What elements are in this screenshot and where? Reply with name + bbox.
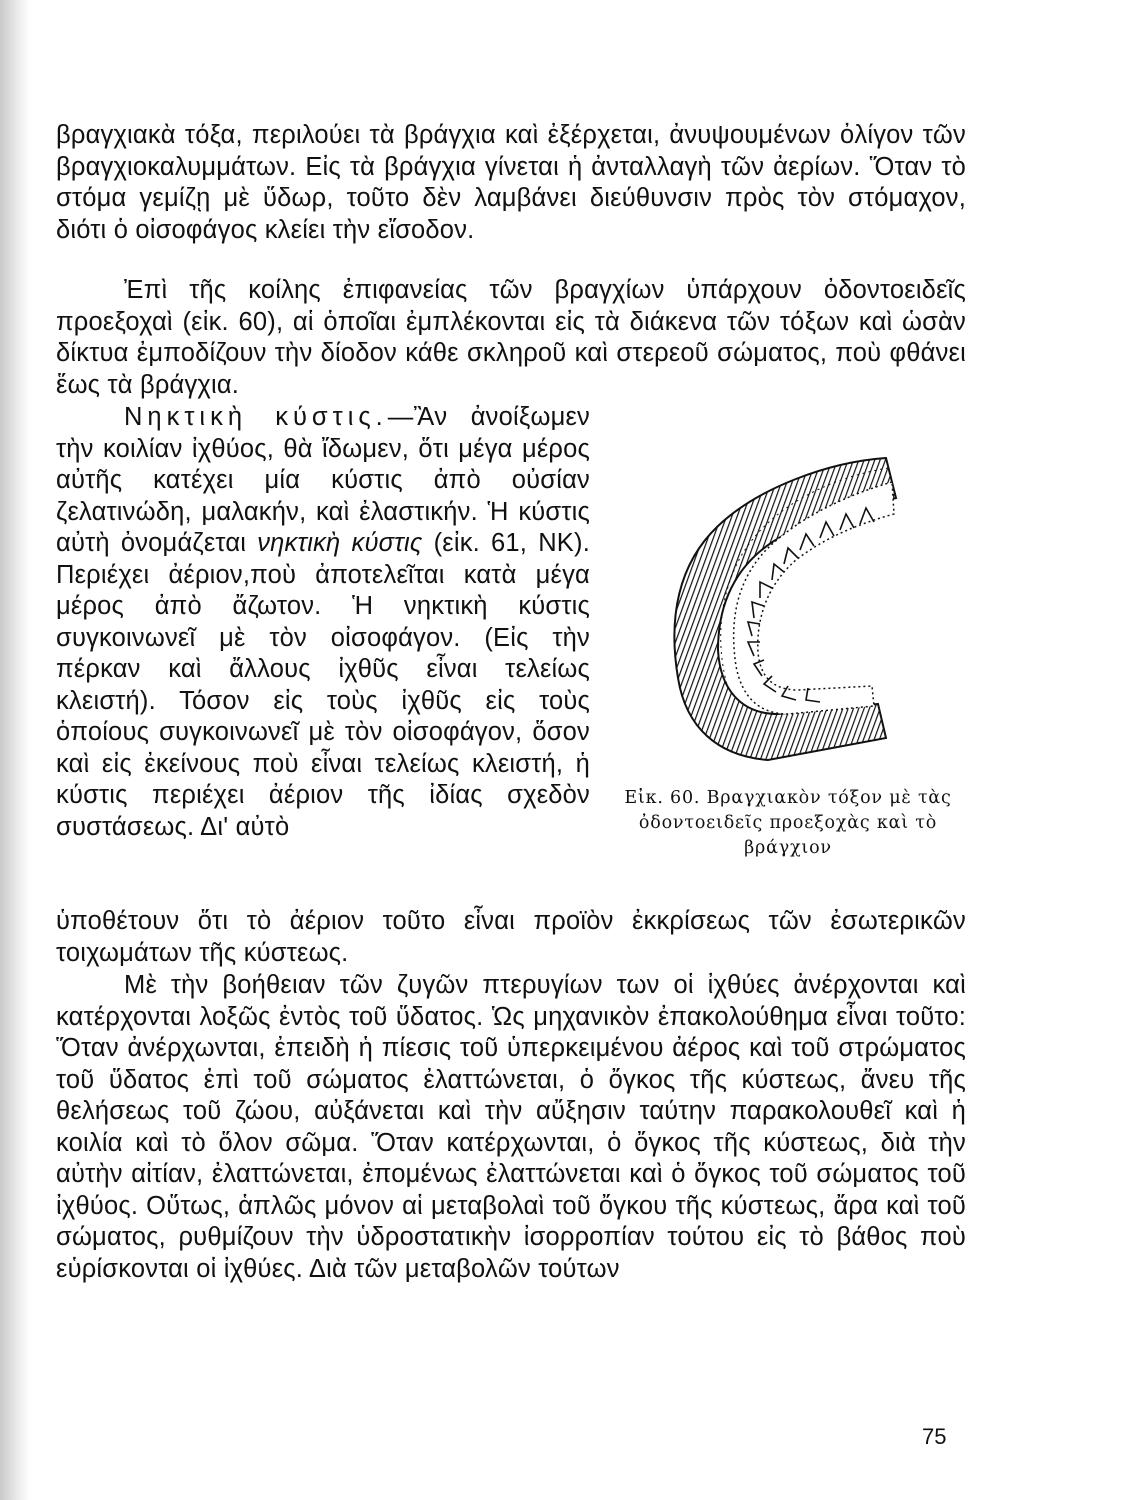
paragraph-text-part: (εἰκ. 61, ΝΚ). Περιέχει ἀέριον,ποὺ ἀποτελεῖται κατὰ μέγα μέρος ἀπὸ ἄζωτον. Ἡ νηκτικὴ κύστις συγκοινωνεῖ μὲ τὸν οἰσοφάγον. (Εἰς τὴν πέρκαν καὶ ἄλλους ἰχθῦς εἶναι τελείως κλειστή). Τόσον εἰς τοὺς ἰχθῦς εἰς τοὺς ὁποίους συγκοινωνεῖ μὲ τὸν οἰσοφάγον, ὅσον καὶ εἰς ἐκείνους ποὺ εἶναι τελείως κλειστή, ἡ κύστις περιέχει ἀέριον τῆς ἰδίας σχεδὸν συστάσεως. Δι' αὐτὸ	[56, 529, 590, 841]
gill-arch-icon	[648, 438, 908, 778]
paragraph-text: βραγχιακὰ τόξα, περιλούει τὰ βράγχια καὶ ἐξέρχεται, ἀνυψουμένων ὀλίγον τῶν βραγχιοκαλυμμάτων. Εἰς τὰ βράγχια γίνεται ἡ ἀνταλλαγὴ τῶν ἀερίων. Ὅταν τὸ στόμα γεμίζῃ μὲ ὕδωρ, τοῦτο δὲν λαμβάνει διεύθυνσιν πρὸς τὸν στόμαχον, διότι ὁ οἰσοφάγος κλείει τὴν εἴσοδον.	[56, 121, 966, 244]
gill-arch-illustration	[648, 438, 908, 778]
paragraph-text-part: —Ἂν ἀνοίξωμεν τὴν κοιλίαν ἰχθύος, θὰ ἴδωμεν, ὅτι μέγα μέρος αὐτῆς κατέχει μία κύστις ἀπὸ οὐσίαν ζελατινώδη, μαλακήν, καὶ ἐλαστικήν. Ἡ κύστις αὐτὴ ὀνομάζεται	[56, 403, 590, 557]
page-number: 75	[922, 1424, 947, 1449]
paragraph-gill-arches	[56, 120, 966, 246]
paragraph-text: Ἐπὶ τῆς κοίλης ἐπιφανείας τῶν βραγχίων ὑπάρχουν ὀδοντοειδεῖς προεξοχαὶ (εἰκ. 60), αἱ ὁποῖαι ἐμπλέκονται εἰς τὰ διάκενα τῶν τόξων καὶ ὡσὰν δίκτυα ἐμποδίζουν τὴν δίοδον κάθε σκληροῦ καὶ στερεοῦ σώματος, ποὺ φθάνει ἕως τὰ βράγχια.	[56, 276, 966, 399]
section-heading: Νηκτικὴ κύστις.	[124, 403, 388, 431]
paragraph-hydrostatic-balance	[56, 970, 966, 1285]
paragraph-text	[56, 402, 590, 843]
figure-caption: Εἰκ. 60. Βραγχιακὸν τόξον μὲ τὰς ὀδοντοειδεῖς προεξοχὰς καὶ τὸ βράγχιον	[624, 788, 952, 858]
emphasized-term: νηκτικὴ κύστις	[257, 529, 423, 557]
paragraph-swim-bladder-continued	[56, 906, 966, 969]
paragraph-text: Μὲ τὴν βοήθειαν τῶν ζυγῶν πτερυγίων των οἱ ἰχθύες ἀνέρχονται καὶ κατέρχονται λοξῶς ἐντὸς τοῦ ὕδατος. Ὡς μηχανικὸν ἐπακολούθημα εἶναι τοῦτο: Ὅταν ἀνέρχωνται, ἐπειδὴ ἡ πίεσις τοῦ ὑπερκειμένου ἀέρος καὶ τοῦ στρώματος τοῦ ὕδατος ἐπὶ τοῦ σώματος ἐλαττώνεται, ὁ ὄγκος τῆς κύστεως, ἄνευ τῆς θελήσεως τοῦ ζώου, αὐξάνεται καὶ τὴν αὔξησιν ταύτην παρακολουθεῖ καὶ ἡ κοιλία καὶ τὸ ὅλον σῶμα. Ὅταν κατέρχωνται, ὁ ὄγκος τῆς κύστεως, διὰ τὴν αὐτὴν αἰτίαν, ἐλαττώνεται, ἐπομένως ἐλαττώνεται καὶ ὁ ὄγκος τοῦ σώματος τοῦ ἰχθύος. Οὕτως, ἁπλῶς μόνον αἱ μεταβολαὶ τοῦ ὄγκου τῆς κύστεως, ἄρα καὶ τοῦ σώματος, ρυθμίζουν τὴν ὑδροστατικὴν ἰσορροπίαν τούτου εἰς τὸ βάθος ποὺ εὑρίσκονται οἱ ἰχθύες. Διὰ τῶν μεταβολῶν τούτων	[56, 971, 966, 1283]
paragraph-swim-bladder	[56, 402, 590, 843]
page-binding-edge	[0, 0, 30, 1500]
paragraph-text: ὑποθέτουν ὅτι τὸ ἀέριον τοῦτο εἶναι προϊὸν ἐκκρίσεως τῶν ἐσωτερικῶν τοιχωμάτων τῆς κύστεως.	[56, 907, 966, 967]
paragraph-gill-rakers	[56, 275, 966, 401]
